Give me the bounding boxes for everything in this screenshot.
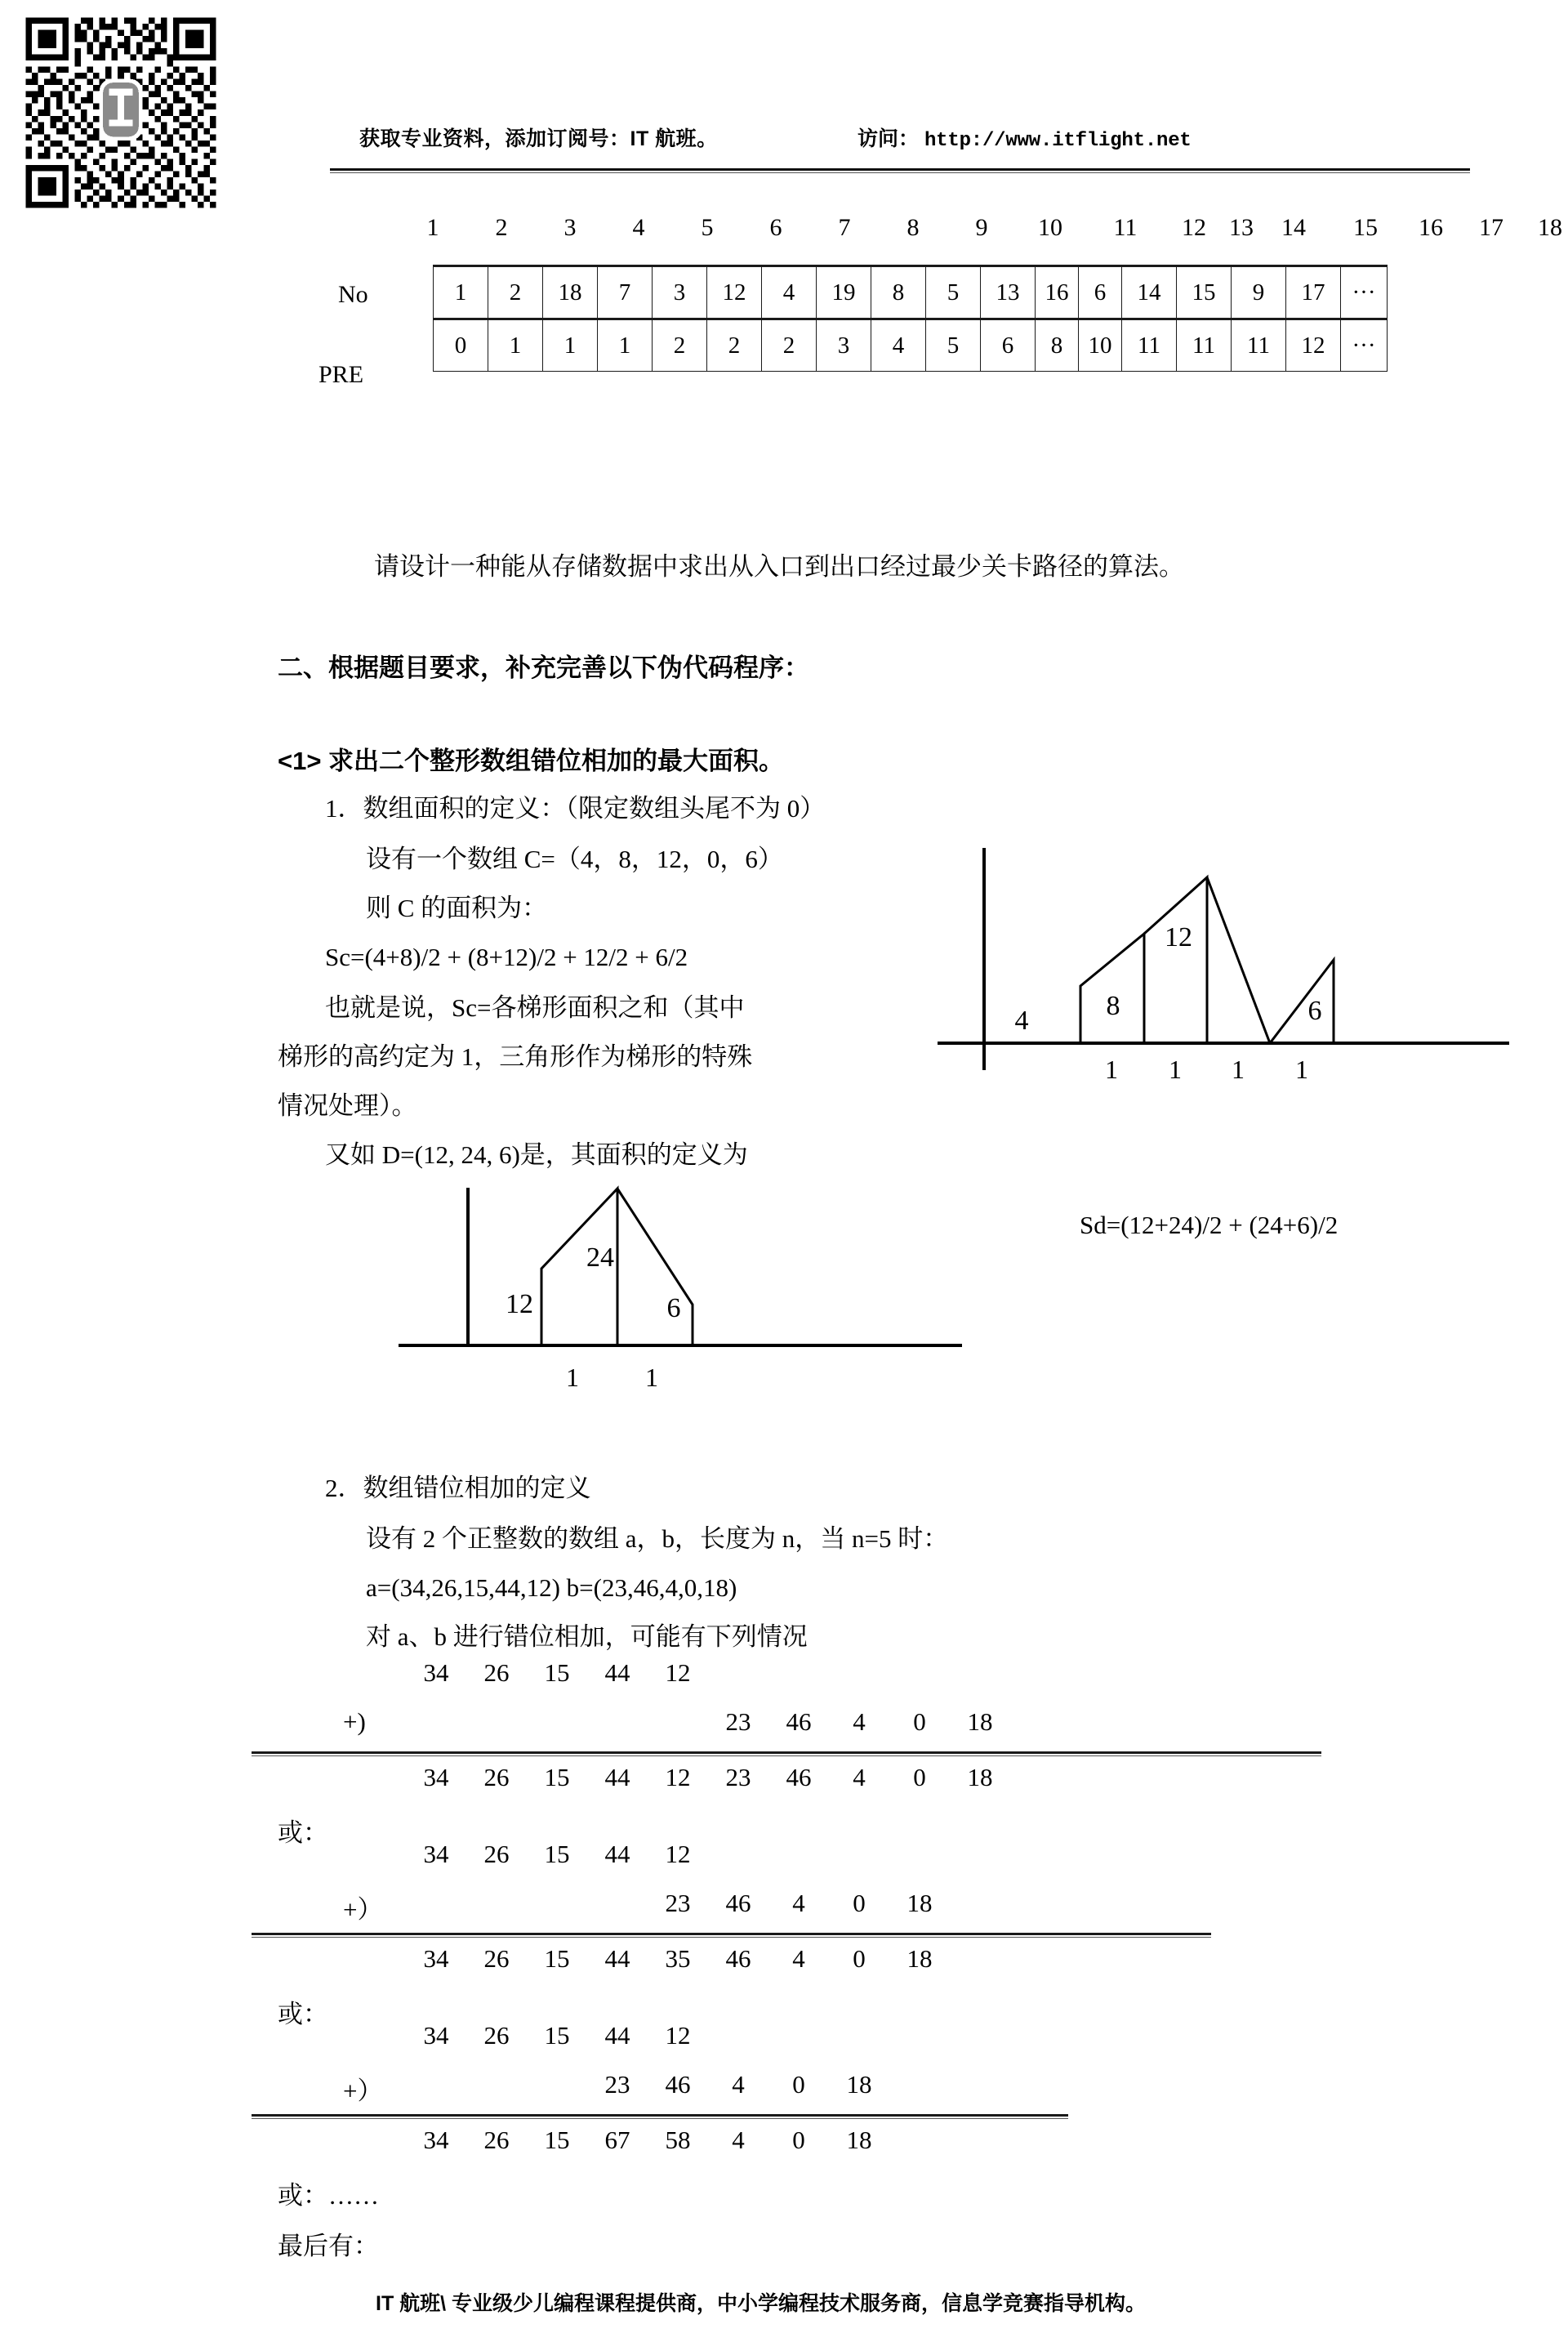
table-col-header: 16: [1419, 214, 1443, 241]
table-cell: 11: [1122, 319, 1177, 372]
chart-c-label-4: 4: [1014, 1006, 1029, 1036]
addend-bottom-value: 46: [786, 1707, 812, 1736]
table-col-header: 2: [495, 214, 508, 241]
addition-rule-thin: [252, 1937, 1211, 1938]
table-col-header: 5: [701, 214, 714, 241]
item1-line-then-c: 则 C 的面积为：: [366, 894, 548, 922]
addition-result-value: 18: [906, 1944, 933, 1973]
addend-bottom-value: 0: [913, 1707, 926, 1736]
table-cell: 0: [434, 319, 488, 372]
addition-result-value: 18: [846, 2126, 872, 2154]
chart-d-width-1b: 1: [645, 1363, 658, 1392]
item2-line-desc: 对 a、b 进行错位相加，可能有下列情况: [366, 1622, 808, 1651]
addend-bottom-value: 23: [725, 1707, 751, 1736]
table-cell: 4: [762, 266, 817, 319]
table-col-header: 12: [1182, 214, 1206, 241]
plus-operator: +）: [343, 1895, 383, 1924]
addend-bottom-value: 18: [906, 1889, 933, 1917]
addition-result-value: 15: [544, 2126, 570, 2154]
addition-result-value: 46: [786, 1763, 812, 1791]
addend-top-value: 34: [423, 2021, 449, 2050]
addend-top-value: 12: [665, 2021, 691, 2050]
table-cell: 6: [1079, 266, 1122, 319]
header-divider-thin: [330, 172, 1470, 173]
table-cell: 12: [1286, 319, 1341, 372]
addend-bottom-value: 4: [853, 1707, 866, 1736]
addend-bottom-value: 4: [732, 2070, 745, 2099]
header-visit-label: 访问：: [858, 127, 920, 150]
addition-result-value: 12: [665, 1763, 691, 1791]
addend-top-value: 44: [604, 2021, 630, 2050]
table-cell: 2: [488, 266, 543, 319]
addition-result-value: 23: [725, 1763, 751, 1791]
addend-bottom-value: 23: [665, 1889, 691, 1917]
table-cell: 12: [707, 266, 762, 319]
chart-c-width-1b: 1: [1169, 1055, 1182, 1084]
addition-rule-thin: [252, 1755, 1321, 1756]
table-cell: 9: [1232, 266, 1286, 319]
chart-d-label-6: 6: [666, 1293, 681, 1323]
plus-operator: +): [343, 1707, 366, 1736]
table-col-header: 6: [769, 214, 782, 241]
table-col-header: 13: [1229, 214, 1254, 241]
chart-d-label-12: 12: [506, 1289, 533, 1319]
addend-top-value: 34: [423, 1840, 449, 1868]
table-row: [434, 319, 1388, 372]
addition-result-value: 34: [423, 1944, 449, 1973]
addend-bottom-value: 46: [725, 1889, 751, 1917]
header-visit-line: [858, 123, 1192, 152]
addend-bottom-value: 0: [853, 1889, 866, 1917]
addition-result-value: 0: [853, 1944, 866, 1973]
table-col-header: 11: [1113, 214, 1138, 241]
table-cell: 3: [817, 319, 871, 372]
chart-d-label-24: 24: [586, 1242, 614, 1273]
addend-bottom-value: 18: [967, 1707, 993, 1736]
table-col-header: 17: [1479, 214, 1503, 241]
addend-top-value: 26: [483, 2021, 510, 2050]
or-dots-label: 或：……: [278, 2181, 379, 2210]
header-url[interactable]: http://www.itflight.net: [924, 130, 1192, 152]
table-col-header: 7: [838, 214, 851, 241]
table-cell: 18: [543, 266, 598, 319]
table-cell: 11: [1232, 319, 1286, 372]
table-row: [434, 266, 1388, 319]
chart-c-width-1c: 1: [1232, 1055, 1245, 1084]
table-cell: 1: [598, 319, 653, 372]
table-cell: 2: [762, 319, 817, 372]
item1-formula-sd: Sd=(12+24)/2 + (24+6)/2: [1080, 1211, 1339, 1239]
chart-d-array: [399, 1170, 987, 1415]
qr-code-image: [15, 11, 227, 214]
addition-result-value: 4: [732, 2126, 745, 2154]
table-cell: ···: [1341, 266, 1388, 319]
addition-result-value: 26: [483, 1944, 510, 1973]
table-cell: 2: [653, 319, 707, 372]
table-cell: 17: [1286, 266, 1341, 319]
table-cell: 3: [653, 266, 707, 319]
footer-brand: IT 航班\: [376, 2292, 447, 2315]
addend-bottom-value: 4: [792, 1889, 805, 1917]
or-label: 或：: [278, 1818, 328, 1847]
addition-rule: [252, 2114, 1068, 2117]
addition-result-value: 26: [483, 2126, 510, 2154]
item2-line-arrays: 设有 2 个正整数的数组 a，b，长度为 n，当 n=5 时：: [366, 1524, 949, 1553]
chart-c-array: [938, 833, 1566, 1103]
addition-result-value: 0: [792, 2126, 805, 2154]
table-cell: 5: [926, 266, 981, 319]
table-cell: 11: [1177, 319, 1232, 372]
table-cell: 14: [1122, 266, 1177, 319]
item1-explain-line2: 梯形的高约定为 1，三角形作为梯形的特殊: [278, 1042, 753, 1071]
table-cell: 10: [1079, 319, 1122, 372]
addend-top-value: 34: [423, 1658, 449, 1687]
addend-bottom-value: 18: [846, 2070, 872, 2099]
final-label: 最后有：: [278, 2232, 379, 2260]
table-cell: 19: [817, 266, 871, 319]
addition-result-value: 58: [665, 2126, 691, 2154]
addition-result-value: 4: [853, 1763, 866, 1791]
addend-top-value: 44: [604, 1840, 630, 1868]
section-two-heading: 二、根据题目要求，补充完善以下伪代码程序：: [278, 654, 809, 682]
table-col-header: 3: [564, 214, 577, 241]
table-col-header: 4: [632, 214, 645, 241]
addend-bottom-value: 46: [665, 2070, 691, 2099]
table-cell: 2: [707, 319, 762, 372]
addend-top-value: 15: [544, 1658, 570, 1687]
item1-line-d: 又如 D=(12, 24, 6)是，其面积的定义为: [325, 1140, 748, 1169]
addition-result-value: 67: [604, 2126, 630, 2154]
addition-result-value: 26: [483, 1763, 510, 1791]
addend-top-value: 15: [544, 1840, 570, 1868]
table-cell: ···: [1341, 319, 1388, 372]
table-cell: 1: [434, 266, 488, 319]
chart-c-width-1d: 1: [1295, 1055, 1308, 1084]
addition-result-value: 4: [792, 1944, 805, 1973]
item1-formula-sc: Sc=(4+8)/2 + (8+12)/2 + 12/2 + 6/2: [325, 943, 688, 971]
item1-explain-line3: 情况处理）。: [278, 1091, 417, 1120]
table-cell: 8: [871, 266, 926, 319]
item1-line-set-c: 设有一个数组 C=（4，8，12，0，6）: [366, 845, 783, 873]
no-pre-table-area: [318, 214, 1562, 388]
addition-result-value: 15: [544, 1944, 570, 1973]
table-cell: 6: [981, 319, 1036, 372]
table-cell: 13: [981, 266, 1036, 319]
table-cell: 4: [871, 319, 926, 372]
table-cell: 8: [1036, 319, 1079, 372]
page-header: [335, 123, 1454, 168]
table-cell: 5: [926, 319, 981, 372]
table-col-header: 9: [975, 214, 988, 241]
table-col-header: 18: [1538, 214, 1562, 241]
addition-result-value: 44: [604, 1763, 630, 1791]
addition-result-value: 46: [725, 1944, 751, 1973]
addend-top-value: 15: [544, 2021, 570, 2050]
table-cell: 1: [543, 319, 598, 372]
addend-bottom-value: 23: [604, 2070, 630, 2099]
table-col-header: 10: [1038, 214, 1062, 241]
addition-result-value: 0: [913, 1763, 926, 1791]
table-cell: 7: [598, 266, 653, 319]
addition-rule-thin: [252, 2118, 1068, 2119]
header-subscription-text: 获取专业资料，添加订阅号：IT 航班。: [359, 127, 718, 150]
item1-explain-line1: 也就是说，Sc=各梯形面积之和（其中: [325, 993, 745, 1022]
chart-d-width-1a: 1: [566, 1363, 579, 1392]
addition-result-value: 44: [604, 1944, 630, 1973]
footer-text: 专业级少儿编程课程提供商，中小学编程技术服务商，信息学竞赛指导机构。: [446, 2292, 1147, 2315]
addend-top-value: 44: [604, 1658, 630, 1687]
addend-top-value: 12: [665, 1658, 691, 1687]
item2-sub2-label: 2．数组错位相加的定义: [325, 1474, 591, 1502]
chart-c-width-1a: 1: [1105, 1055, 1118, 1084]
header-divider: [330, 168, 1470, 171]
item1-heading: <1> 求出二个整形数组错位相加的最大面积。: [278, 747, 785, 775]
chart-c-label-8: 8: [1106, 991, 1120, 1021]
item2-line-ab: a=(34,26,15,44,12) b=(23,46,4,0,18): [366, 1573, 737, 1602]
or-label: 或：: [278, 2000, 328, 2028]
addend-top-value: 26: [483, 1658, 510, 1687]
plus-operator: +）: [343, 2077, 383, 2105]
chart-c-label-6: 6: [1307, 996, 1322, 1026]
addition-result-value: 34: [423, 1763, 449, 1791]
item1-sub1-label: 1．数组面积的定义：（限定数组头尾不为 0）: [325, 794, 826, 823]
row-label-pre: PRE: [318, 361, 364, 388]
no-pre-table: [433, 265, 1388, 372]
page-footer: [376, 2287, 1146, 2317]
table-column-index-row: [381, 214, 1562, 253]
chart-c-label-12: 12: [1165, 922, 1192, 952]
table-cell: 15: [1177, 266, 1232, 319]
table-cell: 1: [488, 319, 543, 372]
addition-rule: [252, 1751, 1321, 1754]
addition-rule: [252, 1933, 1211, 1935]
table-col-header: 1: [426, 214, 439, 241]
table-col-header: 14: [1281, 214, 1306, 241]
table-col-header: 8: [906, 214, 920, 241]
addition-result-value: 15: [544, 1763, 570, 1791]
row-label-no: No: [338, 281, 368, 308]
prompt-line: 请设计一种能从存储数据中求出从入口到出口经过最少关卡路径的算法。: [374, 552, 1184, 581]
addend-bottom-value: 0: [792, 2070, 805, 2099]
table-col-header: 15: [1353, 214, 1378, 241]
addition-result-value: 34: [423, 2126, 449, 2154]
addition-result-value: 35: [665, 1944, 691, 1973]
addition-result-value: 18: [967, 1763, 993, 1791]
addend-top-value: 26: [483, 1840, 510, 1868]
table-cell: 16: [1036, 266, 1079, 319]
addend-top-value: 12: [665, 1840, 691, 1868]
